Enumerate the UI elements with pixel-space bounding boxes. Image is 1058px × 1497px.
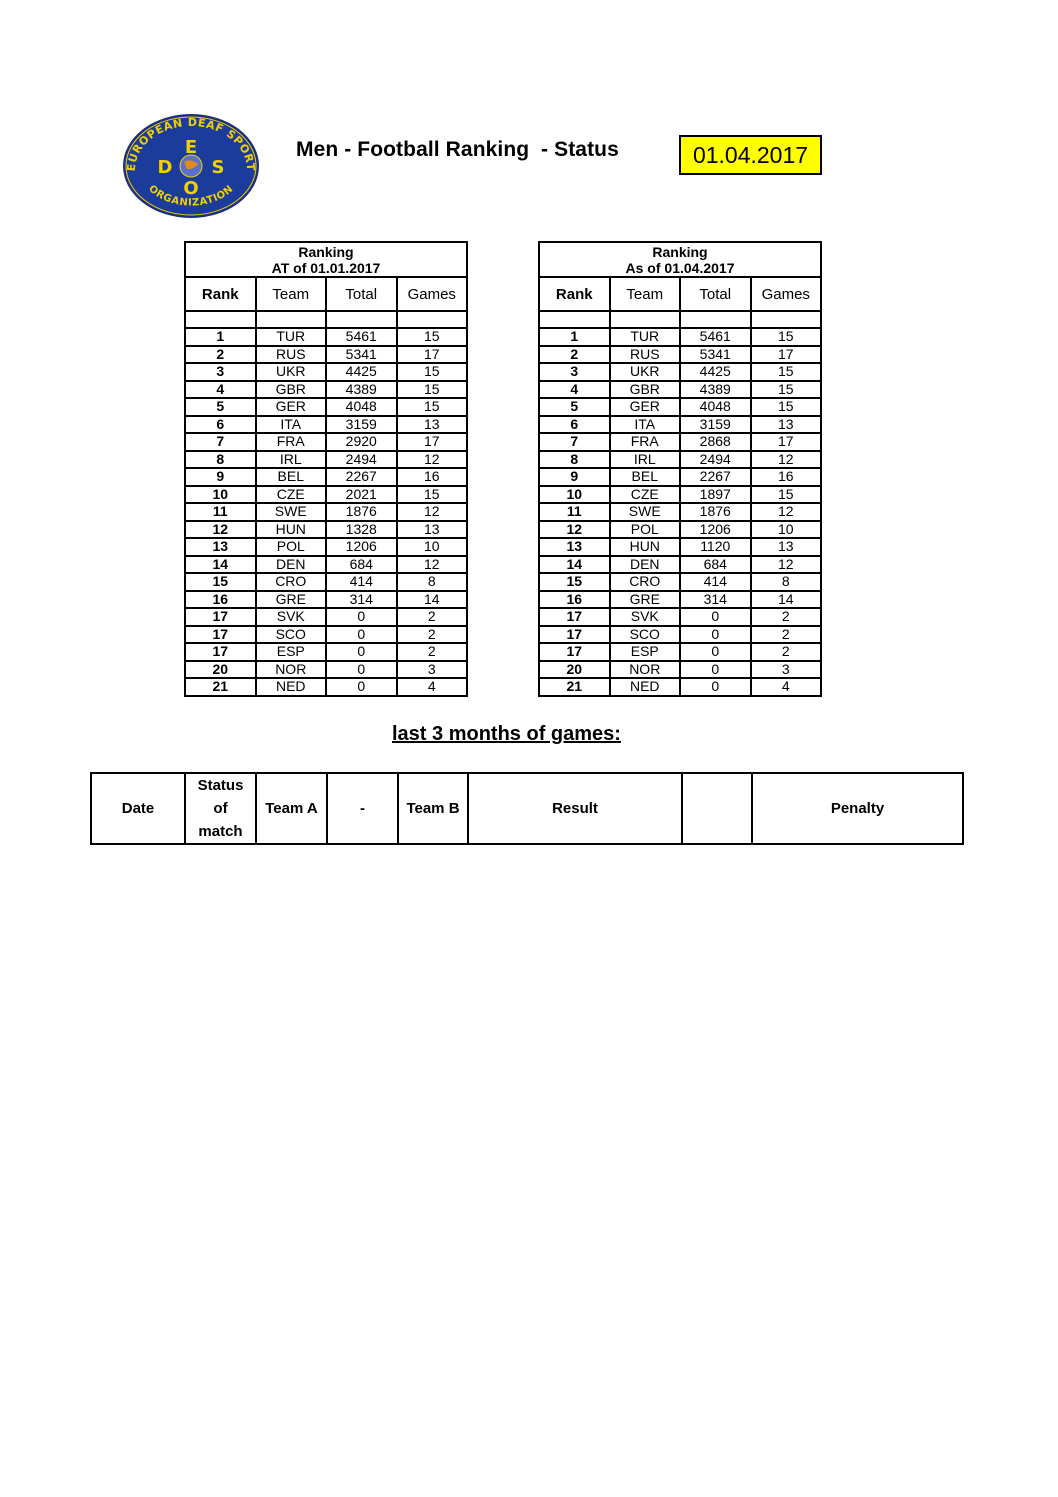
cell-total: 5341 [326, 346, 397, 364]
cell-total: 3159 [326, 416, 397, 434]
cell-games: 4 [397, 678, 468, 696]
cell-games: 13 [397, 416, 468, 434]
cell-team: POL [610, 521, 681, 539]
table-row [185, 521, 467, 539]
cell-total: 4048 [680, 398, 751, 416]
table-row [185, 661, 467, 679]
table-row [539, 521, 821, 539]
table-row [185, 381, 467, 399]
cell-rank: 17 [185, 643, 256, 661]
cell-rank: 12 [539, 521, 610, 539]
table-row [539, 678, 821, 696]
cell-rank: 2 [539, 346, 610, 364]
table-row [539, 643, 821, 661]
table-title-line2: AT of 01.01.2017 [271, 259, 381, 276]
cell-rank: 21 [185, 678, 256, 696]
column-header-rank: Rank [539, 277, 610, 311]
table-row [539, 556, 821, 574]
cell-rank: 1 [185, 328, 256, 346]
cell-rank: 1 [539, 328, 610, 346]
cell-team: BEL [256, 468, 327, 486]
table-title-line2: As of 01.04.2017 [625, 259, 735, 276]
cell-team: CRO [610, 573, 681, 591]
ranking-table-current [538, 241, 822, 697]
cell-team: GRE [610, 591, 681, 609]
cell-games: 15 [751, 328, 822, 346]
table-row [539, 451, 821, 469]
cell-total: 2920 [326, 433, 397, 451]
cell-rank: 17 [185, 626, 256, 644]
cell-total: 4389 [326, 381, 397, 399]
table-row [539, 346, 821, 364]
cell-games: 15 [751, 486, 822, 504]
logo-bottom-text: ORGANIZATION [146, 183, 236, 209]
cell-total: 1206 [680, 521, 751, 539]
table-row [185, 573, 467, 591]
cell-total: 5461 [326, 328, 397, 346]
cell-team: TUR [256, 328, 327, 346]
table-row [185, 608, 467, 626]
cell-games: 17 [751, 346, 822, 364]
cell-team: HUN [256, 521, 327, 539]
table-row [185, 328, 467, 346]
column-header-total: Total [680, 277, 751, 311]
cell-total: 0 [680, 626, 751, 644]
cell-games: 2 [751, 608, 822, 626]
cell-total: 314 [680, 591, 751, 609]
cell-total: 2267 [326, 468, 397, 486]
cell-games: 14 [751, 591, 822, 609]
cell-rank: 17 [185, 608, 256, 626]
cell-team: ESP [256, 643, 327, 661]
cell-games: 14 [397, 591, 468, 609]
table-row [539, 433, 821, 451]
cell-total: 1206 [326, 538, 397, 556]
table-row [185, 451, 467, 469]
table-row [539, 573, 821, 591]
cell-rank: 13 [185, 538, 256, 556]
cell-games: 15 [397, 328, 468, 346]
cell-total: 0 [326, 626, 397, 644]
cell-total: 2868 [680, 433, 751, 451]
cell-rank: 15 [539, 573, 610, 591]
cell-total: 3159 [680, 416, 751, 434]
table-row [185, 363, 467, 381]
cell-rank: 17 [539, 626, 610, 644]
cell-total: 4048 [326, 398, 397, 416]
cell-total: 314 [326, 591, 397, 609]
table-row [185, 678, 467, 696]
cell-games: 15 [397, 363, 468, 381]
cell-team: NED [256, 678, 327, 696]
cell-games: 8 [751, 573, 822, 591]
status-line3: match [198, 823, 243, 840]
table-row [185, 538, 467, 556]
cell-team: FRA [256, 433, 327, 451]
games-table [90, 772, 964, 845]
cell-games: 3 [751, 661, 822, 679]
cell-team: DEN [610, 556, 681, 574]
cell-rank: 8 [185, 451, 256, 469]
cell-total: 0 [326, 643, 397, 661]
cell-team: GER [256, 398, 327, 416]
cell-rank: 16 [185, 591, 256, 609]
cell-team: SVK [256, 608, 327, 626]
cell-team: ITA [610, 416, 681, 434]
cell-games: 12 [751, 556, 822, 574]
cell-team: RUS [256, 346, 327, 364]
cell-rank: 15 [185, 573, 256, 591]
spacer-row [185, 311, 467, 328]
cell-games: 15 [751, 381, 822, 399]
table-row [185, 398, 467, 416]
column-header-blank [682, 773, 752, 844]
cell-rank: 10 [539, 486, 610, 504]
status-line1: Status [197, 777, 244, 794]
cell-games: 15 [397, 381, 468, 399]
cell-team: NED [610, 678, 681, 696]
cell-team: UKR [256, 363, 327, 381]
cell-total: 1876 [326, 503, 397, 521]
table-row [185, 486, 467, 504]
cell-total: 2494 [680, 451, 751, 469]
edso-logo [121, 112, 261, 220]
cell-team: GER [610, 398, 681, 416]
cell-rank: 5 [539, 398, 610, 416]
cell-rank: 3 [539, 363, 610, 381]
column-header-team: Team [610, 277, 681, 311]
cell-total: 1120 [680, 538, 751, 556]
cell-total: 684 [326, 556, 397, 574]
page-title: Men - Football Ranking - Status [296, 138, 619, 161]
cell-team: GBR [256, 381, 327, 399]
cell-games: 4 [751, 678, 822, 696]
cell-games: 13 [751, 538, 822, 556]
cell-rank: 2 [185, 346, 256, 364]
cell-total: 1897 [680, 486, 751, 504]
cell-games: 17 [397, 346, 468, 364]
cell-rank: 13 [539, 538, 610, 556]
cell-team: SVK [610, 608, 681, 626]
cell-team: CZE [610, 486, 681, 504]
column-header-team: Team [256, 277, 327, 311]
cell-rank: 9 [185, 468, 256, 486]
table-row [185, 556, 467, 574]
status-date: 01.04.2017 [679, 135, 822, 175]
cell-total: 0 [680, 608, 751, 626]
cell-team: CZE [256, 486, 327, 504]
table-row [185, 416, 467, 434]
cell-rank: 4 [185, 381, 256, 399]
cell-games: 17 [397, 433, 468, 451]
cell-games: 16 [397, 468, 468, 486]
table-row [185, 468, 467, 486]
table-row [185, 346, 467, 364]
column-header-team-a: Team A [256, 773, 327, 844]
cell-total: 414 [326, 573, 397, 591]
cell-rank: 9 [539, 468, 610, 486]
ranking-table-previous [184, 241, 468, 697]
cell-team: TUR [610, 328, 681, 346]
table-row [539, 486, 821, 504]
cell-total: 0 [680, 678, 751, 696]
cell-team: DEN [256, 556, 327, 574]
cell-total: 2021 [326, 486, 397, 504]
cell-rank: 16 [539, 591, 610, 609]
spacer-row [539, 311, 821, 328]
cell-games: 12 [751, 503, 822, 521]
cell-games: 13 [751, 416, 822, 434]
column-header-total: Total [326, 277, 397, 311]
column-header-games: Games [397, 277, 468, 311]
cell-team: NOR [256, 661, 327, 679]
cell-games: 15 [751, 398, 822, 416]
cell-games: 15 [397, 398, 468, 416]
cell-total: 2494 [326, 451, 397, 469]
games-subtitle: last 3 months of games: [392, 723, 621, 745]
table-row [539, 416, 821, 434]
cell-rank: 7 [185, 433, 256, 451]
cell-rank: 20 [539, 661, 610, 679]
cell-games: 2 [397, 626, 468, 644]
cell-team: CRO [256, 573, 327, 591]
table-row [185, 503, 467, 521]
cell-rank: 14 [539, 556, 610, 574]
cell-rank: 6 [539, 416, 610, 434]
cell-games: 2 [751, 626, 822, 644]
cell-games: 2 [751, 643, 822, 661]
cell-team: FRA [610, 433, 681, 451]
table-row [539, 468, 821, 486]
table-title [185, 242, 467, 277]
cell-team: SCO [610, 626, 681, 644]
table-row [539, 381, 821, 399]
column-header-games: Games [751, 277, 822, 311]
cell-games: 16 [751, 468, 822, 486]
table-row [539, 591, 821, 609]
cell-games: 12 [397, 503, 468, 521]
cell-total: 4425 [680, 363, 751, 381]
status-line2: of [213, 800, 228, 817]
cell-total: 0 [326, 678, 397, 696]
cell-games: 12 [397, 556, 468, 574]
cell-games: 17 [751, 433, 822, 451]
cell-team: RUS [610, 346, 681, 364]
logo-top-text: EUROPEAN DEAF SPORT [124, 115, 258, 172]
column-header-result: Result [468, 773, 682, 844]
table-row [539, 363, 821, 381]
column-header-rank: Rank [185, 277, 256, 311]
cell-team: IRL [256, 451, 327, 469]
cell-team: GBR [610, 381, 681, 399]
cell-total: 414 [680, 573, 751, 591]
logo-letter-s: S [211, 157, 225, 178]
table-row [539, 503, 821, 521]
cell-rank: 10 [185, 486, 256, 504]
cell-rank: 17 [539, 608, 610, 626]
cell-team: SWE [256, 503, 327, 521]
cell-team: IRL [610, 451, 681, 469]
cell-rank: 7 [539, 433, 610, 451]
cell-total: 2267 [680, 468, 751, 486]
cell-team: SCO [256, 626, 327, 644]
cell-team: SWE [610, 503, 681, 521]
cell-games: 12 [751, 451, 822, 469]
cell-team: BEL [610, 468, 681, 486]
table-row [185, 433, 467, 451]
cell-team: ESP [610, 643, 681, 661]
logo-letter-d: D [157, 157, 173, 178]
cell-team: ITA [256, 416, 327, 434]
cell-games: 15 [751, 363, 822, 381]
column-header-penalty: Penalty [752, 773, 963, 844]
table-row [185, 591, 467, 609]
column-header-date: Date [91, 773, 185, 844]
cell-team: UKR [610, 363, 681, 381]
cell-rank: 8 [539, 451, 610, 469]
table-row [539, 398, 821, 416]
cell-games: 13 [397, 521, 468, 539]
cell-rank: 5 [185, 398, 256, 416]
cell-rank: 4 [539, 381, 610, 399]
cell-total: 0 [680, 643, 751, 661]
cell-rank: 6 [185, 416, 256, 434]
table-title [539, 242, 821, 277]
table-row [185, 626, 467, 644]
table-title-line1: Ranking [652, 243, 708, 260]
column-header-team-b: Team B [398, 773, 468, 844]
cell-total: 4425 [326, 363, 397, 381]
table-row [539, 661, 821, 679]
cell-games: 3 [397, 661, 468, 679]
cell-total: 1876 [680, 503, 751, 521]
cell-rank: 11 [185, 503, 256, 521]
cell-total: 0 [680, 661, 751, 679]
table-body [539, 328, 821, 696]
table-row [185, 643, 467, 661]
cell-games: 12 [397, 451, 468, 469]
table-body [185, 328, 467, 696]
cell-rank: 3 [185, 363, 256, 381]
cell-rank: 14 [185, 556, 256, 574]
cell-games: 15 [397, 486, 468, 504]
cell-total: 0 [326, 661, 397, 679]
cell-games: 2 [397, 643, 468, 661]
cell-games: 8 [397, 573, 468, 591]
cell-rank: 21 [539, 678, 610, 696]
cell-total: 5341 [680, 346, 751, 364]
cell-games: 2 [397, 608, 468, 626]
table-row [539, 626, 821, 644]
cell-total: 1328 [326, 521, 397, 539]
cell-team: NOR [610, 661, 681, 679]
cell-total: 0 [326, 608, 397, 626]
cell-rank: 20 [185, 661, 256, 679]
cell-rank: 17 [539, 643, 610, 661]
logo-letter-e: E [184, 137, 198, 158]
cell-team: HUN [610, 538, 681, 556]
cell-team: GRE [256, 591, 327, 609]
cell-total: 4389 [680, 381, 751, 399]
table-row [539, 328, 821, 346]
cell-rank: 11 [539, 503, 610, 521]
cell-team: POL [256, 538, 327, 556]
cell-total: 684 [680, 556, 751, 574]
column-header-dash: - [327, 773, 398, 844]
table-row [539, 538, 821, 556]
table-title-line1: Ranking [298, 243, 354, 260]
logo-letter-o: O [183, 178, 199, 199]
cell-games: 10 [751, 521, 822, 539]
cell-rank: 12 [185, 521, 256, 539]
column-header-status [185, 773, 256, 844]
cell-total: 5461 [680, 328, 751, 346]
table-row [539, 608, 821, 626]
cell-games: 10 [397, 538, 468, 556]
